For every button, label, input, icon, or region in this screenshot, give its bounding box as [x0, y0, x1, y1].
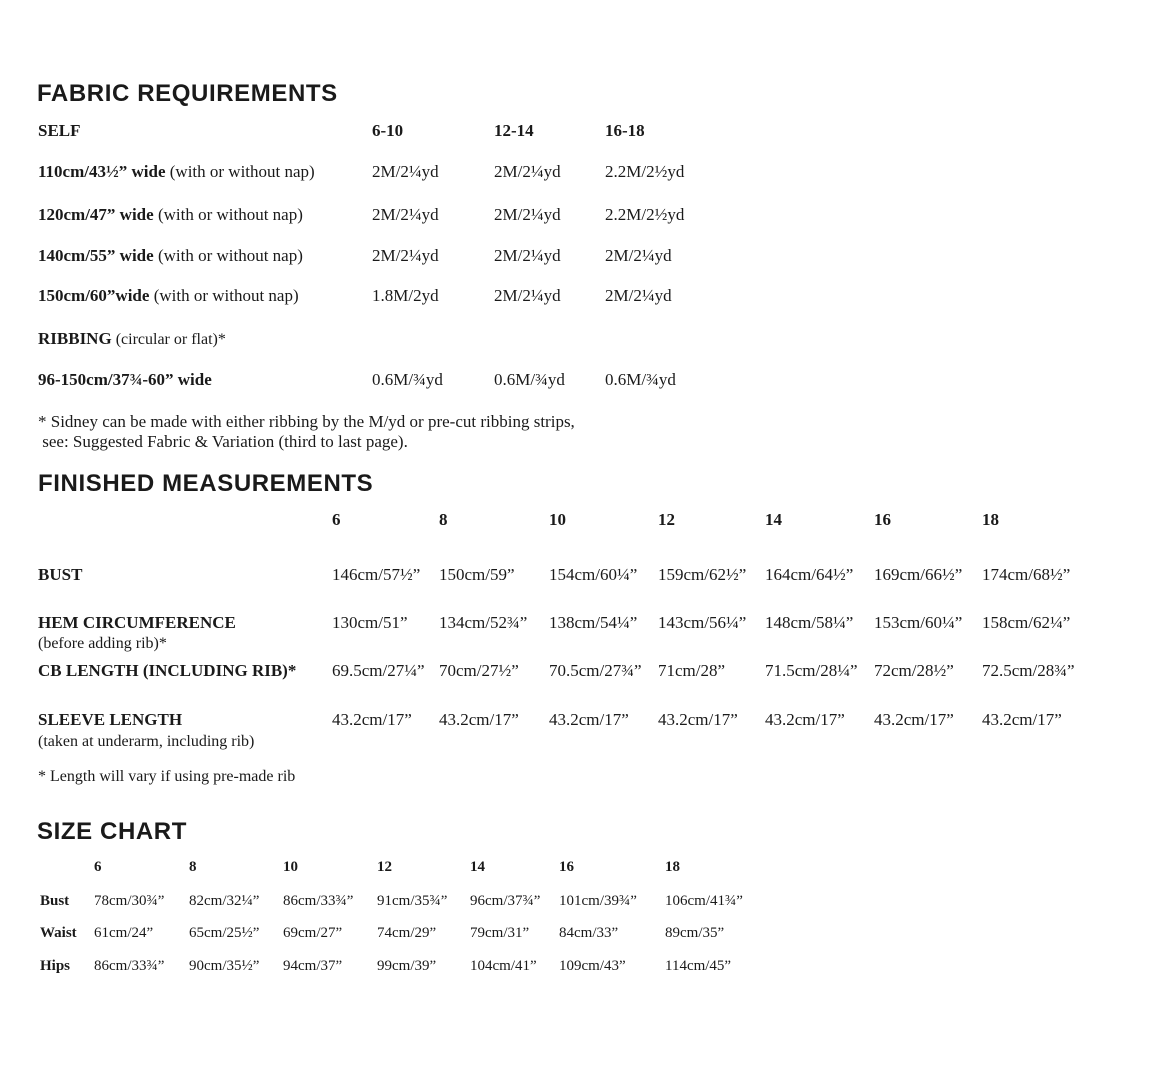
measurement-label: HEM CIRCUMFERENCE	[38, 613, 236, 632]
fabric-value: 2M/2¼yd	[494, 286, 561, 305]
size-chart-row-label: Bust	[40, 893, 70, 909]
finished-measurements-heading: FINISHED MEASUREMENTS	[38, 470, 374, 497]
fabric-nap-note: (with or without nap)	[153, 246, 303, 265]
size-chart-row-label: Hips	[40, 958, 71, 974]
size-chart-value: 61cm/24”	[94, 925, 154, 941]
fabric-value: 1.8M/2yd	[372, 286, 439, 305]
fabric-width: 150cm/60”wide	[38, 286, 150, 305]
fabric-footnote-line1: * Sidney can be made with either ribbing by the M/yd or pre-cut ribbing strips,	[38, 412, 575, 431]
size-chart-value: 106cm/41¾”	[665, 893, 743, 909]
fabric-nap-note: (with or without nap)	[165, 162, 315, 181]
measurement-value: 134cm/52¾”	[439, 613, 528, 632]
measurement-value: 43.2cm/17”	[332, 710, 412, 729]
measurement-sublabel: (before adding rib)*	[38, 635, 167, 652]
size-chart-value: 84cm/33”	[559, 925, 619, 941]
measurement-value: 71cm/28”	[658, 661, 726, 680]
ribbing-label	[38, 329, 226, 349]
size-chart-value: 78cm/30¾”	[94, 893, 165, 909]
size-chart-value: 99cm/39”	[377, 958, 437, 974]
measurement-value: 164cm/64½”	[765, 565, 854, 584]
size-chart-value: 109cm/43”	[559, 958, 626, 974]
fabric-width: 110cm/43½” wide	[38, 162, 166, 181]
size-chart-size-header: 12	[377, 859, 392, 875]
size-chart-size-header: 14	[470, 859, 485, 875]
measurement-value: 72cm/28½”	[874, 661, 954, 680]
fabric-size-header: 6-10	[372, 121, 404, 140]
measurement-value: 72.5cm/28¾”	[982, 661, 1075, 680]
measurement-label: CB LENGTH (INCLUDING RIB)*	[38, 661, 297, 680]
measurement-value: 43.2cm/17”	[982, 710, 1062, 729]
measurement-value: 43.2cm/17”	[549, 710, 629, 729]
fabric-value: 2M/2¼yd	[605, 286, 672, 305]
measurement-value: 71.5cm/28¼”	[765, 661, 858, 680]
measurement-value: 43.2cm/17”	[874, 710, 954, 729]
measurement-value: 158cm/62¼”	[982, 613, 1071, 632]
fabric-value: 2M/2¼yd	[372, 205, 439, 224]
fabric-value: 2M/2¼yd	[494, 246, 561, 265]
finished-size-header: 6	[332, 510, 341, 529]
size-chart-row-label: Waist	[40, 925, 77, 941]
fabric-row-label	[38, 162, 315, 182]
fabric-width: 120cm/47” wide	[38, 205, 154, 224]
finished-size-header: 12	[658, 510, 675, 529]
finished-size-header: 14	[765, 510, 782, 529]
finished-size-header: 10	[549, 510, 566, 529]
size-chart-heading: SIZE CHART	[37, 818, 187, 845]
fabric-nap-note: (with or without nap)	[149, 286, 299, 305]
size-chart-value: 96cm/37¾”	[470, 893, 541, 909]
size-chart-size-header: 10	[283, 859, 298, 875]
size-chart-value: 94cm/37”	[283, 958, 343, 974]
size-chart-value: 101cm/39¾”	[559, 893, 637, 909]
fabric-nap-note: (with or without nap)	[153, 205, 303, 224]
size-chart-size-header: 18	[665, 859, 680, 875]
fabric-value: 2M/2¼yd	[372, 246, 439, 265]
size-chart-value: 89cm/35”	[665, 925, 725, 941]
finished-size-header: 18	[982, 510, 999, 529]
measurement-value: 148cm/58¼”	[765, 613, 854, 632]
ribbing-value: 0.6M/¾yd	[605, 370, 676, 389]
measurement-value: 143cm/56¼”	[658, 613, 747, 632]
fabric-value: 2M/2¼yd	[494, 205, 561, 224]
measurement-value: 150cm/59”	[439, 565, 515, 584]
size-chart-size-header: 8	[189, 859, 197, 875]
size-chart-value: 65cm/25½”	[189, 925, 260, 941]
measurement-value: 159cm/62½”	[658, 565, 747, 584]
fabric-value: 2.2M/2½yd	[605, 162, 685, 181]
measurement-value: 153cm/60¼”	[874, 613, 963, 632]
ribbing-note: (circular or flat)*	[111, 331, 226, 348]
size-chart-size-header: 6	[94, 859, 102, 875]
ribbing-value: 0.6M/¾yd	[372, 370, 443, 389]
size-chart-value: 79cm/31”	[470, 925, 530, 941]
finished-footnote: * Length will vary if using pre-made rib	[38, 768, 296, 785]
measurement-value: 174cm/68½”	[982, 565, 1071, 584]
fabric-row-label	[38, 286, 299, 306]
ribbing-title: RIBBING	[38, 329, 112, 348]
measurement-sublabel: (taken at underarm, including rib)	[38, 733, 255, 750]
measurement-value: 70cm/27½”	[439, 661, 519, 680]
finished-size-header: 8	[439, 510, 448, 529]
size-chart-value: 82cm/32¼”	[189, 893, 260, 909]
size-chart-value: 90cm/35½”	[189, 958, 260, 974]
size-chart-value: 104cm/41”	[470, 958, 537, 974]
measurement-value: 169cm/66½”	[874, 565, 963, 584]
measurement-value: 43.2cm/17”	[658, 710, 738, 729]
measurement-value: 43.2cm/17”	[765, 710, 845, 729]
size-chart-value: 69cm/27”	[283, 925, 343, 941]
measurement-value: 154cm/60¼”	[549, 565, 638, 584]
fabric-footnote-line2: see: Suggested Fabric & Variation (third to last page).	[38, 432, 408, 451]
fabric-value: 2M/2¼yd	[605, 246, 672, 265]
size-chart-value: 74cm/29”	[377, 925, 437, 941]
measurement-value: 138cm/54¼”	[549, 613, 638, 632]
fabric-row-label	[38, 205, 303, 225]
ribbing-value: 0.6M/¾yd	[494, 370, 565, 389]
measurement-label: BUST	[38, 565, 83, 584]
fabric-width: 140cm/55” wide	[38, 246, 154, 265]
finished-size-header: 16	[874, 510, 891, 529]
measurement-value: 130cm/51”	[332, 613, 408, 632]
fabric-row-label	[38, 246, 303, 266]
size-chart-value: 86cm/33¾”	[94, 958, 165, 974]
self-label: SELF	[38, 121, 81, 140]
measurement-value: 146cm/57½”	[332, 565, 421, 584]
size-chart-value: 114cm/45”	[665, 958, 732, 974]
measurement-label: SLEEVE LENGTH	[38, 710, 183, 729]
ribbing-width: 96-150cm/37¾-60” wide	[38, 370, 212, 389]
measurement-value: 69.5cm/27¼”	[332, 661, 425, 680]
fabric-value: 2M/2¼yd	[372, 162, 439, 181]
fabric-size-header: 12-14	[494, 121, 534, 140]
measurement-value: 70.5cm/27¾”	[549, 661, 642, 680]
size-chart-value: 86cm/33¾”	[283, 893, 354, 909]
fabric-value: 2.2M/2½yd	[605, 205, 685, 224]
fabric-size-header: 16-18	[605, 121, 645, 140]
size-chart-value: 91cm/35¾”	[377, 893, 448, 909]
fabric-requirements-heading: FABRIC REQUIREMENTS	[37, 80, 338, 107]
fabric-value: 2M/2¼yd	[494, 162, 561, 181]
measurement-value: 43.2cm/17”	[439, 710, 519, 729]
size-chart-size-header: 16	[559, 859, 574, 875]
